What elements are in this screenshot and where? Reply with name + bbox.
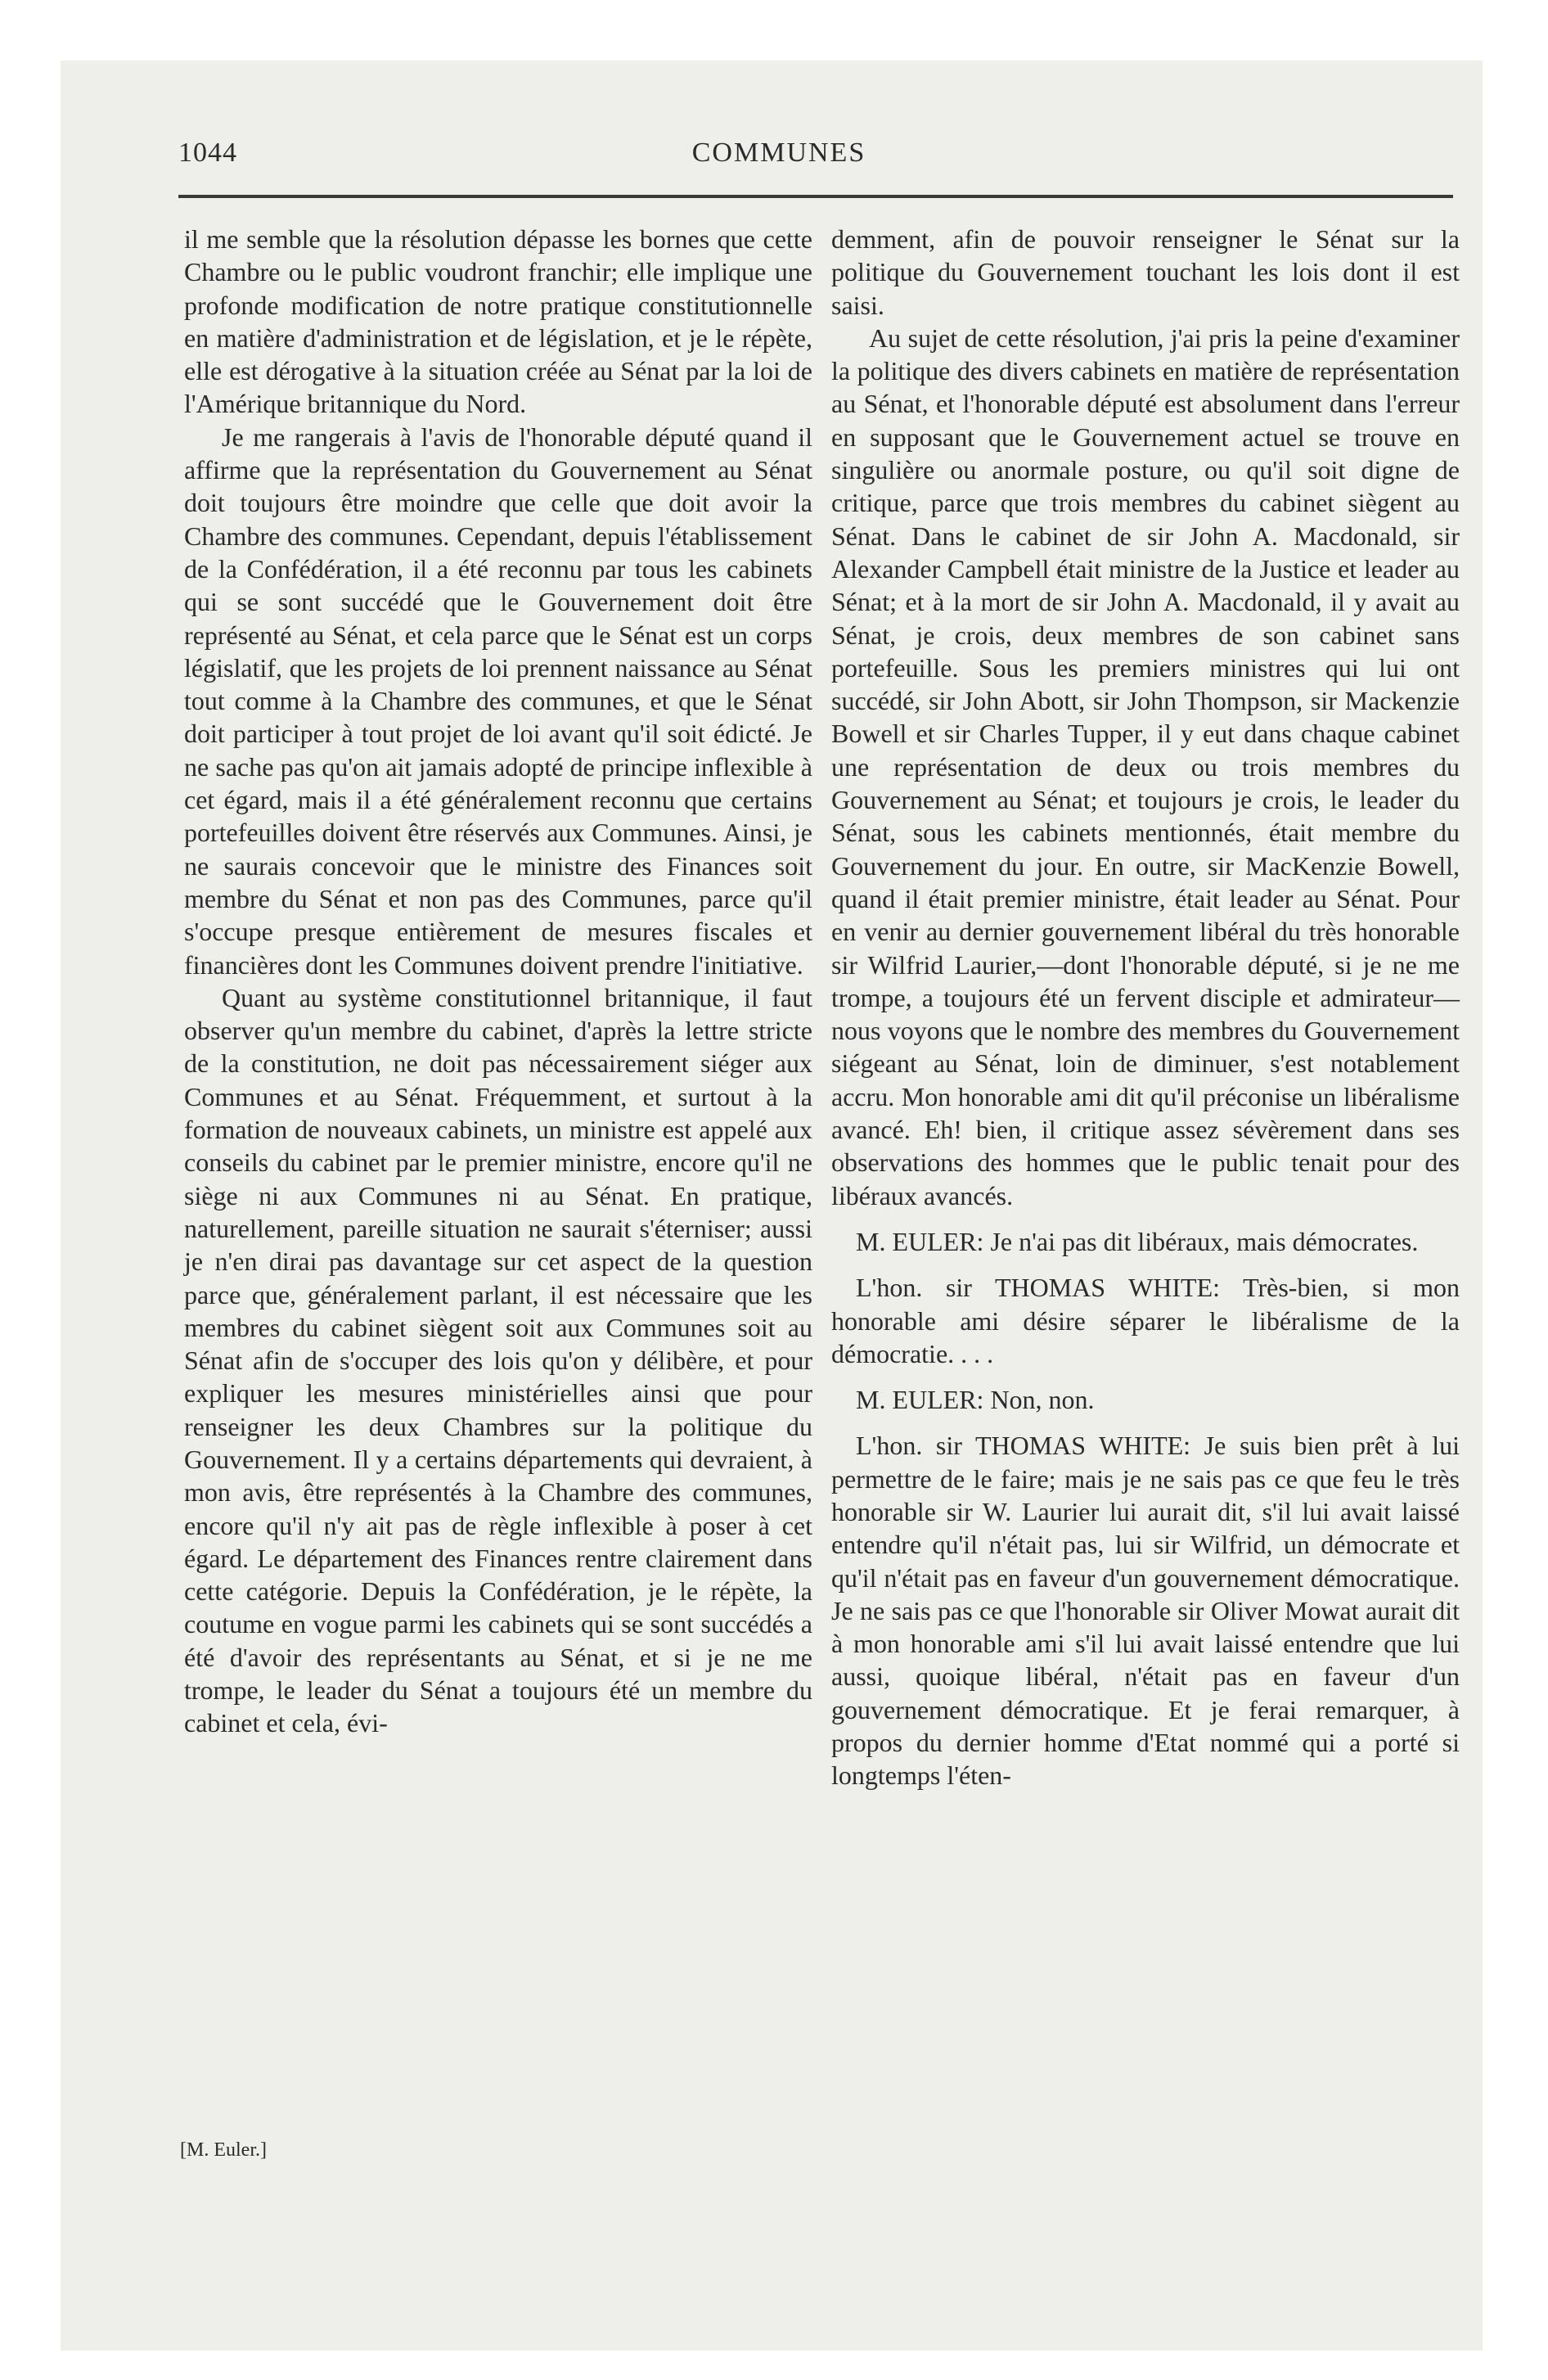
header-rule: [178, 195, 1453, 198]
page-header: [115, 137, 1443, 187]
speaker-paragraph: M. EULER: Non, non.: [856, 1385, 1095, 1415]
speaker-footer-note: [M. Euler.]: [180, 2139, 267, 2161]
speaker-paragraph: L'hon. sir THOMAS WHITE: Très-bien, si mon honorable ami désire séparer le libéralisme de la démocratie. . . .: [831, 1273, 1460, 1368]
left-column: [184, 223, 812, 1740]
paragraph: Je me rangerais à l'avis de l'honorable député quand il affirme que la représentation du Gouvernement au Sénat doit toujours être moindre que celle que doit avoir la Chambre des communes. Cependant, depuis l'établissement de la Confédération, il a été reconnu par tous les cabinets qui se sont succédé que le Gouvernement doit être représenté au Sénat, et cela parce que le Sénat est un corps législatif, que les projets de loi prennent naissance au Sénat tout comme à la Chambre des communes, et que le Sénat doit participer à tout projet de loi avant qu'il soit édicté. Je ne sache pas qu'on ait jamais adopté de principe inflexible à cet égard, mais il a été généralement reconnu que certains portefeuilles doivent être réservés aux Communes. Ainsi, je ne saurais concevoir que le ministre des Finances soit membre du Sénat et non pas des Communes, parce qu'il s'occupe presque entièrement de mesures fiscales et financières dont les Communes doivent prendre l'initiative.: [184, 421, 812, 980]
speaker-paragraph: L'hon. sir THOMAS WHITE: Je suis bien prêt à lui permettre de le faire; mais je ne sais pas ce que feu le très honorable sir W. Laurier lui aurait dit, s'il lui avait laissé entendre qu'il n'était pas, lui sir Wilfrid, un démocrate et qu'il n'était pas en faveur d'un gouvernement démocratique. Je ne sais pas ce que l'honorable sir Oliver Mowat aurait dit à mon honorable ami s'il lui avait laissé entendre que lui aussi, quoique libéral, n'était pas en faveur d'un gouvernement démocratique. Et je ferai remarquer, à propos du dernier homme d'Etat nommé qui a porté si longtemps l'éten-: [831, 1431, 1460, 1791]
paragraph: il me semble que la résolution dépasse les bornes que cette Chambre ou le public voudront franchir; elle implique une profonde modification de notre pratique constitutionnelle en matière d'administration et de législation, et je le répète, elle est dérogative à la situation créée au Sénat par la loi de l'Amérique britannique du Nord.: [184, 224, 812, 419]
speaker-paragraph: M. EULER: Je n'ai pas dit libéraux, mais démocrates.: [856, 1226, 1419, 1256]
paragraph: demment, afin de pouvoir renseigner le Sénat sur la politique du Gouvernement touchant les lois dont il est saisi.: [831, 224, 1460, 320]
paragraph: Quant au système constitutionnel britannique, il faut observer qu'un membre du cabinet, d'après la lettre stricte de la constitution, ne doit pas nécessairement siéger aux Communes et au Sénat. Fréquemment, et surtout à la formation de nouveaux cabinets, un ministre est appelé aux conseils du cabinet par le premier ministre, encore qu'il ne siège ni aux Communes ni au Sénat. En pratique, naturellement, pareille situation ne saurait s'éterniser; aussi je n'en dirai pas davantage sur cet aspect de la question parce que, généralement parlant, il est nécessaire que les membres du cabinet siègent soit aux Communes soit au Sénat afin de s'occuper des lois qu'on y délibère, et pour expliquer les mesures ministérielles ainsi que pour renseigner les deux Chambres sur la politique du Gouvernement. Il y a certains départements qui devraient, à mon avis, être représentés à la Chambre des communes, encore qu'il n'y ait pas de règle inflexible à poser à cet égard. Le département des Finances rentre clairement dans cette catégorie. Depuis la Confédération, je le répète, la coutume en vogue parmi les cabinets qui se sont succédés a été d'avoir des représentants au Sénat, et si je ne me trompe, le leader du Sénat a toujours été un membre du cabinet et cela, évi-: [184, 982, 812, 1738]
paragraph: Au sujet de cette résolution, j'ai pris la peine d'examiner la politique des divers cabinets en matière de représentation au Sénat, et l'honorable député est absolument dans l'erreur en supposant que le Gouvernement actuel se trouve en singulière ou anormale posture, ou qu'il soit digne de critique, parce que trois membres du cabinet siègent au Sénat. Dans le cabinet de sir John A. Macdonald, sir Alexander Campbell était ministre de la Justice et leader au Sénat; et à la mort de sir John A. Macdonald, il y avait au Sénat, je crois, deux membres de son cabinet sans portefeuille. Sous les premiers ministres qui lui ont succédé, sir John Abott, sir John Thompson, sir Mackenzie Bowell et sir Charles Tupper, il y eut dans chaque cabinet une représentation de deux ou trois membres du Gouvernement au Sénat; et toujours je crois, le leader du Sénat, sous les cabinets mentionnés, était membre du Gouvernement du jour. En outre, sir MacKenzie Bowell, quand il était premier ministre, était leader au Sénat. Pour en venir au dernier gouvernement libéral du très honorable sir Wilfrid Laurier,—dont l'honorable député, si je ne me trompe, a toujours été un fervent disciple et admirateur— nous voyons que le nombre des membres du Gouvernement siégeant au Sénat, loin de diminuer, s'est notablement accru. Mon honorable ami dit qu'il préconise un libéralisme avancé. Eh! bien, il critique assez sévèrement dans ses observations des hommes que le public tenait pour des libéraux avancés.: [831, 322, 1460, 1210]
right-column: [831, 223, 1460, 1792]
page-number: 1044: [178, 137, 237, 168]
running-title: COMMUNES: [691, 137, 866, 168]
